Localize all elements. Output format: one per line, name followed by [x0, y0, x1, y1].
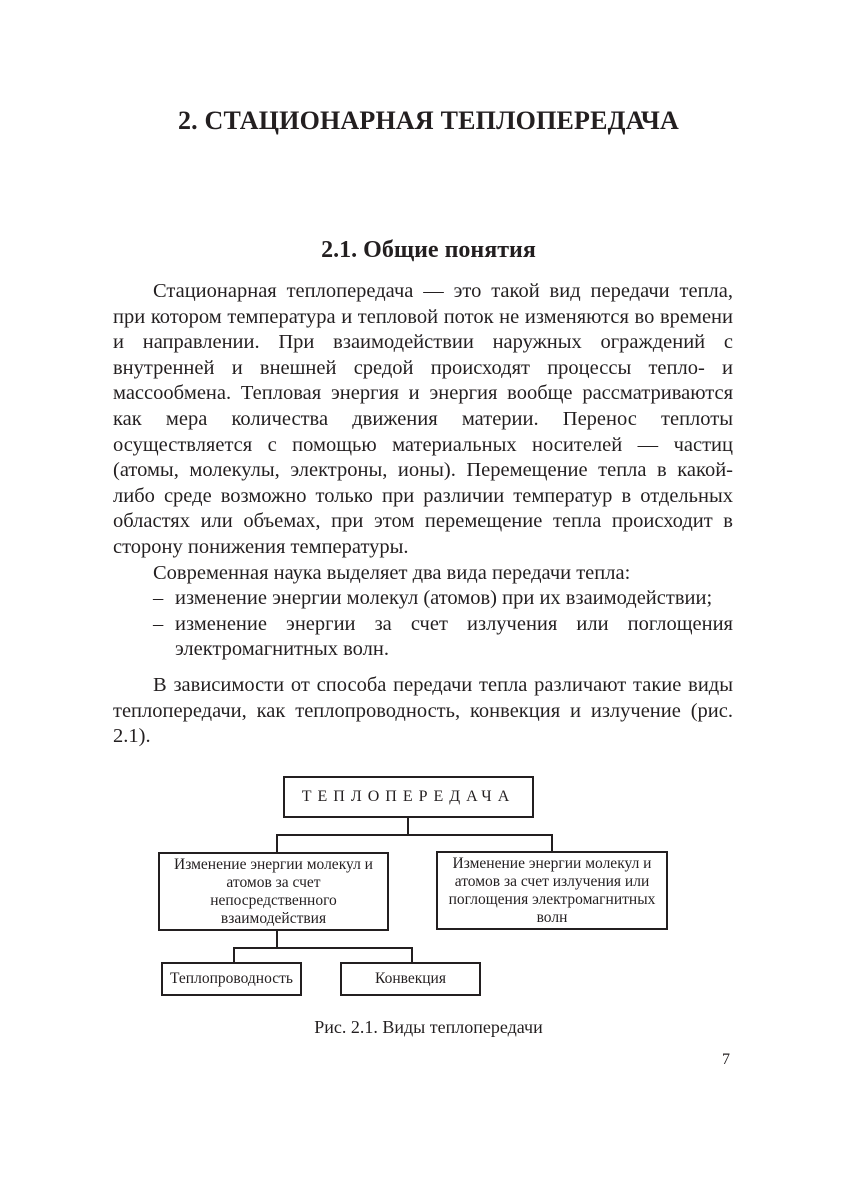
diagram-convection-box: Конвекция: [340, 962, 481, 996]
section-title: 2.1. Общие понятия: [321, 237, 536, 263]
paragraph-1: Стационарная теплопередача — это такой вид передачи тепла, при котором температура и тепловой поток не изменяются во времени и направлении. При взаимодействии наружных ограждений с внутренней и внешней средой происходят процессы тепло- и массообмена. Тепловая энергия и энергия вообще рассматриваются как мера количества движения материи. Перенос теплоты осуществляется с помощью материальных носителей — частиц (атомы, молекулы, электроны, ионы). Перемещение тепла в какой-либо среде возможно только при различии температур в отдельных областях или объемах, при этом перемещение тепла происходит в сторону понижения температуры.: [113, 280, 733, 558]
diagram-left-box: Изменение энергии молекул и атомов за счет непосредственного взаимодействия: [158, 852, 389, 931]
paragraph-2: Современная наука выделяет два вида передачи тепла:: [153, 561, 631, 584]
connector-heat-drop: [233, 947, 235, 962]
page-number: 7: [722, 1051, 730, 1068]
list-dash: –: [153, 612, 164, 635]
connector-right-drop: [551, 834, 553, 851]
connector-horizontal-bottom: [233, 947, 413, 949]
connector-left-down: [276, 931, 278, 948]
list-item-text: изменение энергии молекул (атомов) при их взаимодействии;: [175, 587, 713, 610]
list-dash: –: [153, 587, 164, 610]
figure-caption: Рис. 2.1. Виды теплопередачи: [314, 1017, 543, 1037]
diagram-root-box: ТЕПЛОПЕРЕДАЧА: [283, 776, 534, 818]
connector-conv-drop: [411, 947, 413, 962]
connector-left-drop: [276, 834, 278, 852]
list-item: [113, 612, 733, 663]
body-text: [113, 279, 733, 750]
paragraph-3: В зависимости от способа передачи тепла различают такие виды теплопередачи, как теплопроводность, конвекция и излучение (рис. 2.1).: [113, 673, 733, 748]
connector-horizontal-top: [276, 834, 553, 836]
list-item: [113, 586, 733, 612]
diagram-conduction-box: Теплопроводность: [161, 962, 302, 996]
diagram-right-box: Изменение энергии молекул и атомов за счет излучения или поглощения электромагнитных волн: [436, 851, 668, 930]
chapter-title: 2. СТАЦИОНАРНАЯ ТЕПЛОПЕРЕДАЧА: [177, 106, 680, 135]
connector-root-down: [407, 818, 409, 835]
list-item-text: изменение энергии за счет излучения или поглощения электромагнитных волн.: [175, 612, 733, 661]
